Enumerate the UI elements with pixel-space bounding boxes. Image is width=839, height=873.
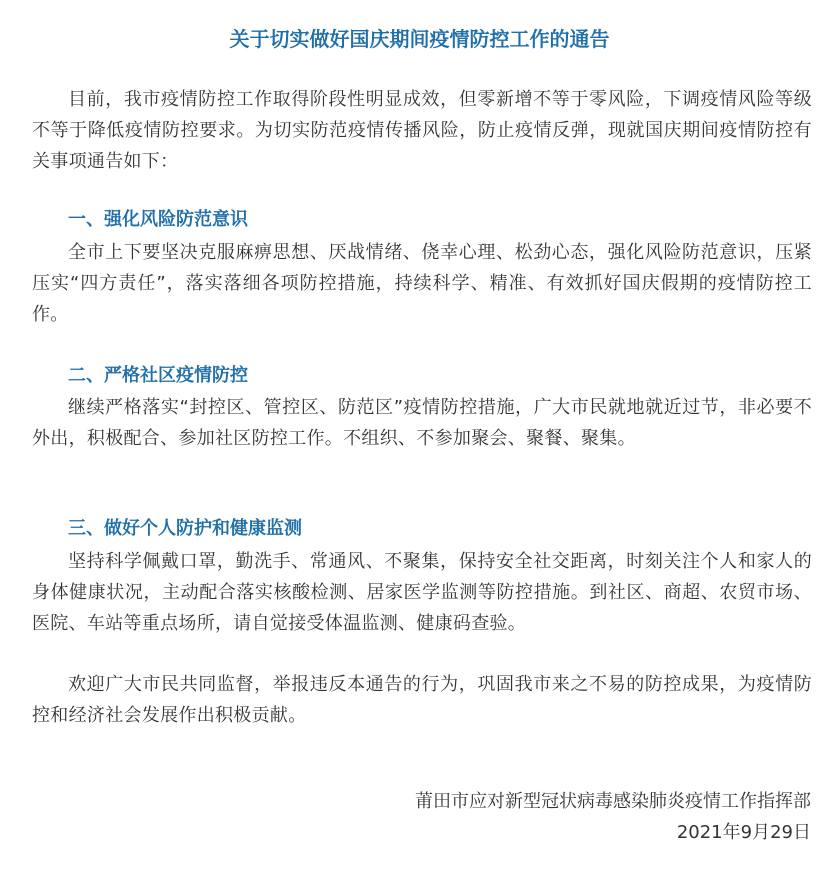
intro-paragraph: 目前，我市疫情防控工作取得阶段性明显成效，但零新增不等于零风险，下调疫情风险等级不等于降低疫情防控要求。为切实防范疫情传播风险，防止疫情反弹，现就国庆期间疫情防控有关事项通告如下：	[32, 89, 812, 172]
section-heading-3: 三、做好个人防护和健康监测	[68, 518, 302, 539]
closing-paragraph: 欢迎广大市民共同监督，举报违反本通告的行为，巩固我市来之不易的防控成果，为疫情防控和经济社会发展作出积极贡献。	[32, 674, 812, 726]
section-heading-2: 二、严格社区疫情防控	[68, 365, 248, 386]
issuer-signature: 莆田市应对新型冠状病毒感染肺炎疫情工作指挥部	[415, 791, 811, 812]
issue-date: 2021年9月29日	[676, 822, 811, 843]
section-body-3: 坚持科学佩戴口罩，勤洗手、常通风、不聚集，保持安全社交距离，时刻关注个人和家人的身体健康状况，主动配合落实核酸检测、居家医学监测等防控措施。到社区、商超、农贸市场、医院、车站等重点场所，请自觉接受体温监测、健康码查验。	[32, 551, 812, 634]
notice-title: 关于切实做好国庆期间疫情防控工作的通告	[229, 27, 610, 51]
section-body-2: 继续严格落实“封控区、管控区、防范区”疫情防控措施，广大市民就地就近过节，非必要不外出，积极配合、参加社区防控工作。不组织、不参加聚会、聚餐、聚集。	[32, 397, 812, 449]
section-body-1: 全市上下要坚决克服麻痹思想、厌战情绪、侥幸心理、松劲心态，强化风险防范意识，压紧压实“四方责任”，落实落细各项防控措施，持续科学、精准、有效抓好国庆假期的疫情防控工作。	[32, 242, 812, 325]
section-heading-1: 一、强化风险防范意识	[68, 209, 248, 230]
